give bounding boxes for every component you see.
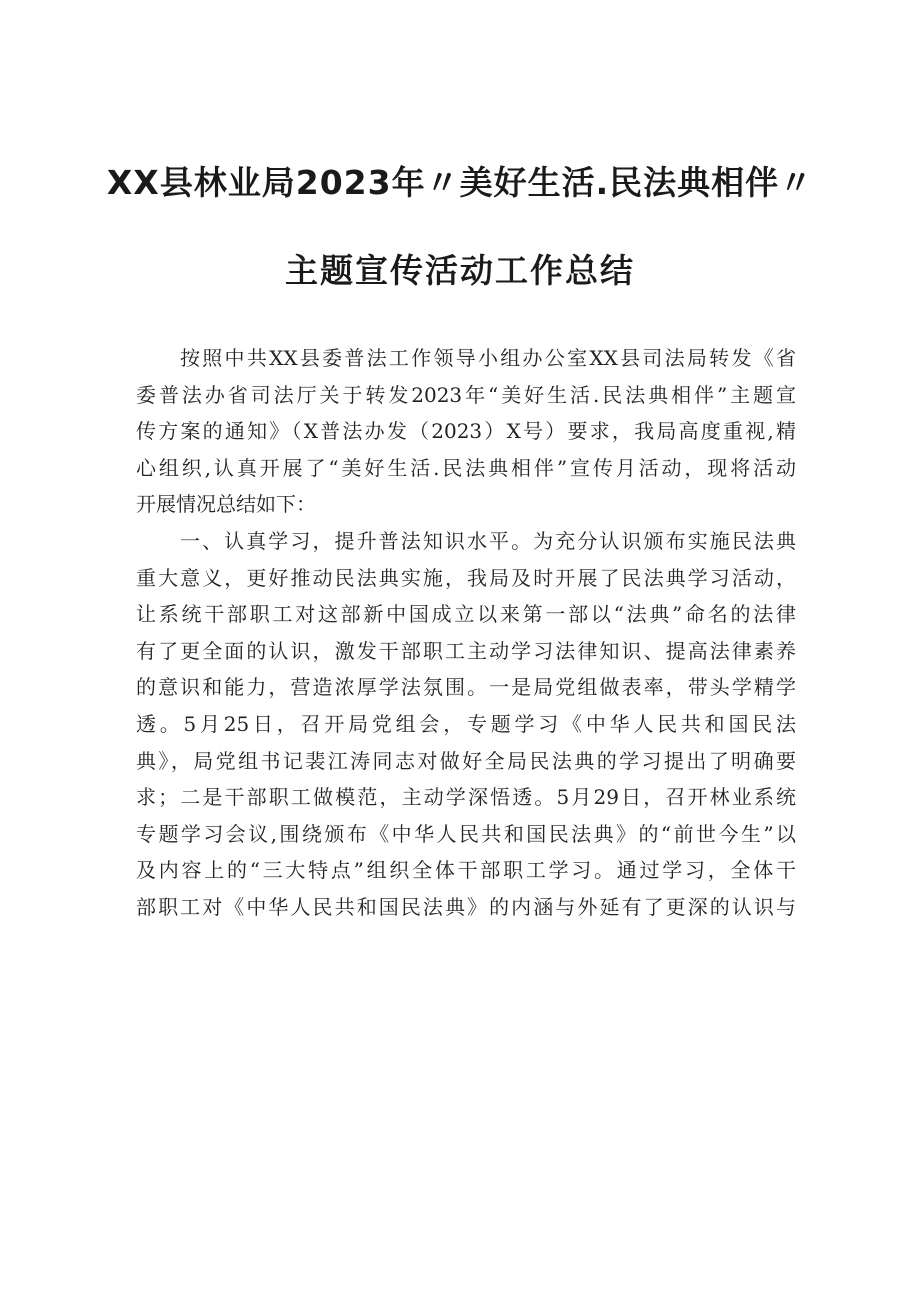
body-line: 开展情况总结如下： xyxy=(136,492,316,517)
body-line: 重大意义，更好推动民法典实施，我局及时开展了民法典学习活动， xyxy=(136,565,796,590)
document-title-line-1: XX县林业局2023年〃美好生活.民法典相伴〃 xyxy=(106,163,814,202)
body-line: 及内容上的“三大特点”组织全体干部职工学习。通过学习，全体干 xyxy=(136,858,796,883)
body-line: 典》，局党组书记裴江涛同志对做好全局民法典的学习提出了明确要 xyxy=(136,748,796,773)
body-line: 透。5月25日，召开局党组会，专题学习《中华人民共和国民法 xyxy=(136,711,796,736)
body-line: 有了更全面的认识，激发干部职工主动学习法律知识、提高法律素养 xyxy=(136,638,796,663)
body-line: 传方案的通知》（X普法办发（2023）X号）要求，我局高度重视,精 xyxy=(136,419,796,444)
body-line: 按照中共XX县委普法工作领导小组办公室XX县司法局转发《省 xyxy=(180,346,796,370)
document-title-line-2: 主题宣传活动工作总结 xyxy=(285,251,635,290)
body-line: 的意识和能力，营造浓厚学法氛围。一是局党组做表率，带头学精学 xyxy=(136,675,796,700)
body-line: 心组织,认真开展了“美好生活.民法典相伴”宣传月活动，现将活动 xyxy=(136,455,796,480)
document-body xyxy=(136,340,796,926)
body-line: 求；二是干部职工做模范，主动学深悟透。5月29日，召开林业系统 xyxy=(136,785,796,810)
body-line: 专题学习会议,围绕颁布《中华人民共和国民法典》的“前世今生”以 xyxy=(136,821,796,846)
body-line: 委普法办省司法厅关于转发2023年“美好生活.民法典相伴”主题宣 xyxy=(136,382,796,407)
body-line: 让系统干部职工对这部新中国成立以来第一部以“法典”命名的法律 xyxy=(136,602,796,627)
body-line: 一、认真学习，提升普法知识水平。为充分认识颁布实施民法典 xyxy=(180,528,796,553)
body-line: 部职工对《中华人民共和国民法典》的内涵与外延有了更深的认识与 xyxy=(136,894,796,919)
